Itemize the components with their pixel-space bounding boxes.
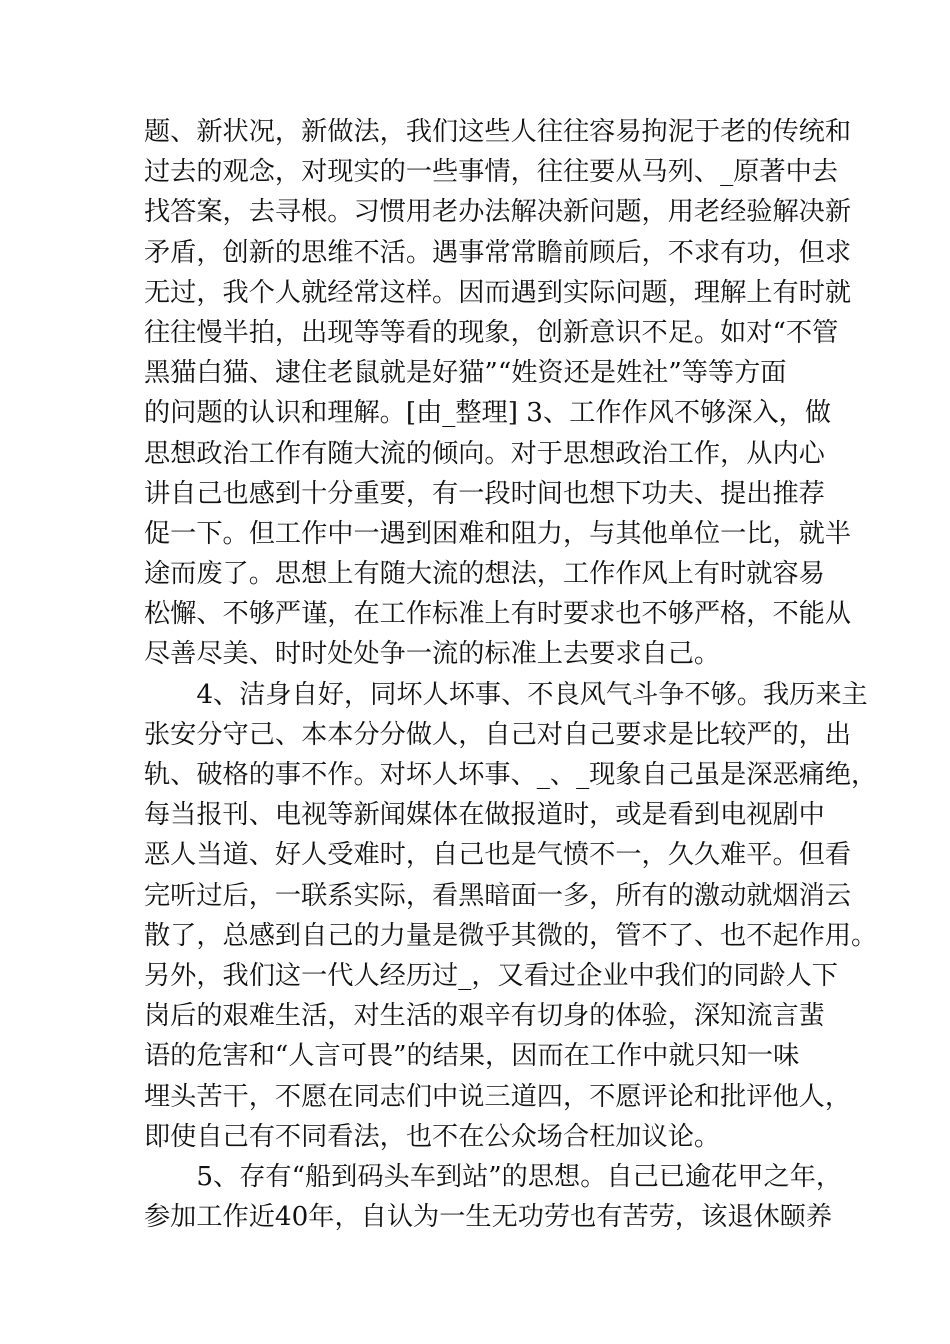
paragraph-5-start: 5、存有“船到码头车到站”的思想。自己已逾花甲之年， (144, 1161, 843, 1192)
text-line: 促一下。但工作中一遇到困难和阻力，与其他单位一比，就半 (144, 518, 852, 549)
text-line: 过去的观念，对现实的一些事情，往往要从马列、_原著中去 (144, 157, 838, 188)
text-line: 尽善尽美、时时处处争一流的标准上去要求自己。 (144, 639, 721, 670)
text-line: 每当报刊、电视等新闻媒体在做报道时，或是看到电视剧中 (144, 800, 825, 831)
text-line: 往往慢半拍，出现等等看的现象，创新意识不足。如对“不管 (144, 317, 839, 348)
text-line: 语的危害和“人言可畏”的结果，因而在工作中就只知一味 (144, 1041, 800, 1072)
text-line: 恶人当道、好人受难时，自己也是气愤不一，久久难平。但看 (144, 840, 852, 871)
body-text (144, 112, 878, 1237)
text-line: 完听过后，一联系实际，看黑暗面一多，所有的激动就烟消云 (144, 880, 852, 911)
text-line: 张安分守己、本本分分做人，自己对自己要求是比较严的，出 (144, 719, 852, 750)
text-line: 题、新状况，新做法，我们这些人往往容易拘泥于老的传统和 (144, 117, 852, 147)
text-line: 无过，我个人就经常这样。因而遇到实际问题，理解上有时就 (144, 277, 852, 308)
text-line: 途而废了。思想上有随大流的想法，工作作风上有时就容易 (144, 559, 825, 590)
text-line: 松懈、不够严谨，在工作标准上有时要求也不够严格，不能从 (144, 599, 852, 630)
text-line: 参加工作近40年，自认为一生无功劳也有苦劳，该退休颐养 (144, 1202, 833, 1233)
text-line: 黑猫白猫、逮住老鼠就是好猫”“姓资还是姓社”等等方面 (144, 358, 787, 389)
text-line: 讲自己也感到十分重要，有一段时间也想下功夫、提出推荐 (144, 478, 825, 509)
text-line: 轨、破格的事不作。对坏人坏事、_、_现象自己虽是深恶痛绝， (144, 760, 878, 790)
text-line: 埋头苦干，不愿在同志们中说三道四，不愿评论和批评他人， (144, 1081, 852, 1112)
text-line: 散了，总感到自己的力量是微乎其微的，管不了、也不起作用。 (144, 920, 878, 951)
text-line: 即使自己有不同看法，也不在公众场合枉加议论。 (144, 1121, 721, 1152)
text-line: 矛盾，创新的思维不活。遇事常常瞻前顾后，不求有功，但求 (144, 237, 852, 268)
paragraph-4-start: 4、洁身自好，同坏人坏事、不良风气斗争不够。我历来主 (144, 679, 868, 710)
text-line: 岗后的艰难生活，对生活的艰辛有切身的体验，深知流言蜚 (144, 1001, 825, 1032)
text-line: 思想政治工作有随大流的倾向。对于思想政治工作，从内心 (144, 438, 825, 469)
text-line: 的问题的认识和理解。[由_整理] 3、工作作风不够深入，做 (144, 398, 832, 429)
text-line: 找答案，去寻根。习惯用老办法解决新问题，用老经验解决新 (144, 197, 852, 228)
text-line: 另外，我们这一代人经历过_，又看过企业中我们的同龄人下 (144, 960, 838, 991)
